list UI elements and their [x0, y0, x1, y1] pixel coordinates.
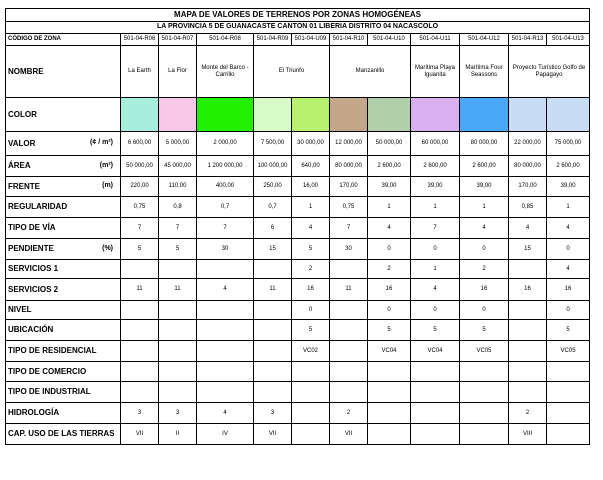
industrial-type-cell	[330, 382, 368, 403]
location-cell	[197, 320, 254, 341]
commerce-type-label: TIPO DE COMERCIO	[6, 362, 121, 382]
level-cell	[254, 301, 292, 320]
level-cell	[159, 301, 197, 320]
road-type-cell: 7	[197, 218, 254, 239]
residential-type-cell: VC05	[460, 341, 509, 362]
level-cell	[197, 301, 254, 320]
land-use-capacity-cell: VII	[330, 424, 368, 445]
regularity-label: REGULARIDAD	[6, 197, 121, 218]
commerce-type-cell	[411, 362, 460, 382]
commerce-type-row	[6, 362, 590, 382]
industrial-type-cell	[509, 382, 547, 403]
location-cell	[509, 320, 547, 341]
value-label-text: VALOR	[8, 138, 36, 148]
value-cell: 7 500,00	[254, 132, 292, 156]
frontage-row	[6, 177, 590, 197]
road-type-cell: 4	[292, 218, 330, 239]
frontage-cell: 39,00	[547, 177, 590, 197]
residential-type-cell	[121, 341, 159, 362]
services-1-cell	[121, 260, 159, 279]
slope-cell: 0	[411, 239, 460, 260]
residential-type-cell: VC05	[547, 341, 590, 362]
slope-cell: 5	[292, 239, 330, 260]
location-label: UBICACIÓN	[6, 320, 121, 341]
regularity-cell: 0,75	[330, 197, 368, 218]
industrial-type-cell	[197, 382, 254, 403]
industrial-type-cell	[460, 382, 509, 403]
level-cell: 0	[460, 301, 509, 320]
area-cell: 100 000,00	[254, 156, 292, 177]
slope-cell: 30	[197, 239, 254, 260]
hydrology-cell: 3	[159, 403, 197, 424]
value-cell: 60 000,00	[411, 132, 460, 156]
hydrology-cell	[411, 403, 460, 424]
commerce-type-cell	[197, 362, 254, 382]
frontage-cell: 220,00	[121, 177, 159, 197]
location-cell: 5	[547, 320, 590, 341]
zone-color-swatch	[547, 98, 590, 132]
zone-name-label: NOMBRE	[6, 46, 121, 98]
frontage-cell: 170,00	[509, 177, 547, 197]
land-use-capacity-cell: VII	[121, 424, 159, 445]
zone-color-swatch	[330, 98, 368, 132]
zone-code-row	[6, 34, 590, 46]
road-type-cell: 7	[159, 218, 197, 239]
zone-color-swatch	[197, 98, 254, 132]
area-cell: 640,00	[292, 156, 330, 177]
services-2-cell: 16	[292, 279, 330, 301]
value-cell: 6 600,00	[121, 132, 159, 156]
residential-type-cell	[254, 341, 292, 362]
location-cell: 5	[368, 320, 411, 341]
road-type-cell: 4	[368, 218, 411, 239]
regularity-cell: 1	[411, 197, 460, 218]
value-row	[6, 132, 590, 156]
regularity-cell: 1	[292, 197, 330, 218]
commerce-type-cell	[460, 362, 509, 382]
frontage-cell: 400,00	[197, 177, 254, 197]
hydrology-cell	[292, 403, 330, 424]
zone-color-label: COLOR	[6, 98, 121, 132]
services-2-row	[6, 279, 590, 301]
frontage-label	[6, 177, 121, 197]
road-type-row	[6, 218, 590, 239]
land-use-capacity-label: CAP. USO DE LAS TIERRAS	[6, 424, 121, 445]
regularity-cell: 1	[547, 197, 590, 218]
residential-type-cell	[159, 341, 197, 362]
area-unit: (m²)	[99, 161, 113, 169]
value-cell: 75 000,00	[547, 132, 590, 156]
zone-name-cell: Marítima Playa Iguanita	[411, 46, 460, 98]
services-2-cell: 16	[460, 279, 509, 301]
services-2-cell: 4	[411, 279, 460, 301]
services-1-row	[6, 260, 590, 279]
frontage-label-text: FRENTE	[8, 181, 40, 191]
frontage-cell: 16,00	[292, 177, 330, 197]
land-use-capacity-cell	[368, 424, 411, 445]
commerce-type-cell	[159, 362, 197, 382]
regularity-cell: 0,7	[254, 197, 292, 218]
road-type-cell: 7	[411, 218, 460, 239]
land-use-capacity-cell	[460, 424, 509, 445]
road-type-label: TIPO DE VÍA	[6, 218, 121, 239]
area-label-text: ÁREA	[8, 161, 31, 171]
location-cell	[330, 320, 368, 341]
regularity-cell: 0,7	[197, 197, 254, 218]
zone-name-cell: El Triunfo	[254, 46, 330, 98]
zone-code-cell: 501-04-R07	[159, 34, 197, 46]
land-use-capacity-cell: II	[159, 424, 197, 445]
slope-cell: 0	[460, 239, 509, 260]
slope-cell: 5	[121, 239, 159, 260]
industrial-type-cell	[292, 382, 330, 403]
value-cell: 2 000,00	[197, 132, 254, 156]
location-cell	[254, 320, 292, 341]
frontage-unit: (m)	[102, 182, 113, 190]
regularity-cell: 1	[460, 197, 509, 218]
level-cell: 0	[292, 301, 330, 320]
zone-color-swatch	[292, 98, 330, 132]
area-cell: 2 600,00	[411, 156, 460, 177]
location-cell: 5	[411, 320, 460, 341]
area-cell: 2 600,00	[547, 156, 590, 177]
services-2-cell: 4	[197, 279, 254, 301]
commerce-type-cell	[292, 362, 330, 382]
commerce-type-cell	[330, 362, 368, 382]
road-type-cell: 4	[460, 218, 509, 239]
residential-type-cell	[197, 341, 254, 362]
zone-color-swatch	[509, 98, 547, 132]
zone-name-cell: Marítima Four Seassons	[460, 46, 509, 98]
value-cell: 80 000,00	[460, 132, 509, 156]
services-2-cell: 11	[330, 279, 368, 301]
hydrology-cell: 2	[330, 403, 368, 424]
slope-row	[6, 239, 590, 260]
regularity-cell: 0,8	[159, 197, 197, 218]
hydrology-cell: 3	[121, 403, 159, 424]
residential-type-cell: VC04	[411, 341, 460, 362]
residential-type-cell	[509, 341, 547, 362]
location-cell: 5	[292, 320, 330, 341]
zone-code-cell: 501-04-R06	[121, 34, 159, 46]
level-cell	[121, 301, 159, 320]
industrial-type-cell	[159, 382, 197, 403]
slope-cell: 0	[547, 239, 590, 260]
services-1-cell	[254, 260, 292, 279]
zone-code-cell: 501-04-U13	[547, 34, 590, 46]
level-cell: 0	[368, 301, 411, 320]
level-cell: 0	[547, 301, 590, 320]
zone-name-cell: La Earth	[121, 46, 159, 98]
value-cell: 30 000,00	[292, 132, 330, 156]
services-1-cell: 2	[368, 260, 411, 279]
value-unit: (¢ / m²)	[90, 139, 113, 147]
area-cell: 2 600,00	[460, 156, 509, 177]
slope-cell: 15	[509, 239, 547, 260]
commerce-type-cell	[509, 362, 547, 382]
value-label	[6, 132, 121, 156]
services-1-cell	[509, 260, 547, 279]
zone-name-row	[6, 46, 590, 98]
zone-color-swatch	[254, 98, 292, 132]
slope-cell: 30	[330, 239, 368, 260]
hydrology-cell	[460, 403, 509, 424]
services-1-cell: 1	[411, 260, 460, 279]
regularity-cell: 1	[368, 197, 411, 218]
residential-type-cell	[330, 341, 368, 362]
slope-cell: 0	[368, 239, 411, 260]
frontage-cell: 39,00	[368, 177, 411, 197]
services-1-cell	[197, 260, 254, 279]
residential-type-row	[6, 341, 590, 362]
slope-unit: (%)	[102, 244, 113, 252]
regularity-cell: 0,75	[121, 197, 159, 218]
subtitle-row	[6, 22, 590, 34]
hydrology-cell	[547, 403, 590, 424]
frontage-cell: 170,00	[330, 177, 368, 197]
services-2-label: SERVICIOS 2	[6, 279, 121, 301]
hydrology-cell: 2	[509, 403, 547, 424]
level-cell: 0	[411, 301, 460, 320]
land-use-capacity-cell: VIII	[509, 424, 547, 445]
services-2-cell: 16	[368, 279, 411, 301]
zone-code-cell: 501-04-U11	[411, 34, 460, 46]
slope-cell: 5	[159, 239, 197, 260]
zone-color-row	[6, 98, 590, 132]
area-label	[6, 156, 121, 177]
frontage-cell: 39,00	[460, 177, 509, 197]
area-cell: 1 200 000,00	[197, 156, 254, 177]
commerce-type-cell	[368, 362, 411, 382]
slope-label-text: PENDIENTE	[8, 244, 54, 254]
table-subtitle: LA PROVINCIA 5 DE GUANACASTE CANTÓN 01 LIBERIA DISTRITO 04 NACASCOLO	[6, 22, 590, 34]
services-1-label: SERVICIOS 1	[6, 260, 121, 279]
zone-code-cell: 501-04-U10	[368, 34, 411, 46]
land-use-capacity-cell	[411, 424, 460, 445]
frontage-cell: 39,00	[411, 177, 460, 197]
land-use-capacity-cell: IV	[197, 424, 254, 445]
road-type-cell: 4	[547, 218, 590, 239]
land-use-capacity-cell	[292, 424, 330, 445]
land-use-capacity-cell	[547, 424, 590, 445]
commerce-type-cell	[547, 362, 590, 382]
level-cell	[509, 301, 547, 320]
land-use-capacity-row	[6, 424, 590, 445]
services-2-cell: 11	[121, 279, 159, 301]
residential-type-cell: VC02	[292, 341, 330, 362]
frontage-cell: 110,00	[159, 177, 197, 197]
location-row	[6, 320, 590, 341]
industrial-type-cell	[411, 382, 460, 403]
services-1-cell	[159, 260, 197, 279]
hydrology-cell: 4	[197, 403, 254, 424]
road-type-cell: 7	[330, 218, 368, 239]
road-type-cell: 6	[254, 218, 292, 239]
zone-color-swatch	[159, 98, 197, 132]
zone-code-cell: 501-04-R09	[254, 34, 292, 46]
location-cell: 5	[460, 320, 509, 341]
hydrology-cell: 3	[254, 403, 292, 424]
location-cell	[159, 320, 197, 341]
road-type-cell: 7	[121, 218, 159, 239]
industrial-type-label: TIPO DE INDUSTRIAL	[6, 382, 121, 403]
regularity-row	[6, 197, 590, 218]
zone-color-swatch	[411, 98, 460, 132]
industrial-type-cell	[547, 382, 590, 403]
hydrology-label: HIDROLOGÍA	[6, 403, 121, 424]
slope-label	[6, 239, 121, 260]
industrial-type-cell	[121, 382, 159, 403]
land-use-capacity-cell: VII	[254, 424, 292, 445]
title-row	[6, 9, 590, 22]
zone-code-cell: 501-04-R10	[330, 34, 368, 46]
area-cell: 50 000,00	[121, 156, 159, 177]
zone-code-label: CÓDIGO DE ZONA	[6, 34, 121, 46]
services-1-cell	[330, 260, 368, 279]
hydrology-cell	[368, 403, 411, 424]
commerce-type-cell	[121, 362, 159, 382]
zone-color-swatch	[368, 98, 411, 132]
services-2-cell: 16	[547, 279, 590, 301]
zone-value-table-container	[5, 8, 590, 445]
services-1-cell: 4	[547, 260, 590, 279]
residential-type-label: TIPO DE RESIDENCIAL	[6, 341, 121, 362]
services-2-cell: 11	[159, 279, 197, 301]
location-cell	[121, 320, 159, 341]
services-1-cell: 2	[292, 260, 330, 279]
value-cell: 5 000,00	[159, 132, 197, 156]
hydrology-row	[6, 403, 590, 424]
services-1-cell: 2	[460, 260, 509, 279]
road-type-cell: 4	[509, 218, 547, 239]
table-title: MAPA DE VALORES DE TERRENOS POR ZONAS HOMOGÉNEAS	[6, 9, 590, 22]
level-label: NIVEL	[6, 301, 121, 320]
level-row	[6, 301, 590, 320]
zone-color-swatch	[460, 98, 509, 132]
zone-code-cell: 501-04-R08	[197, 34, 254, 46]
residential-type-cell: VC04	[368, 341, 411, 362]
services-2-cell: 16	[509, 279, 547, 301]
value-cell: 50 000,00	[368, 132, 411, 156]
area-cell: 80 000,00	[330, 156, 368, 177]
frontage-cell: 250,00	[254, 177, 292, 197]
zone-value-table	[5, 8, 590, 445]
regularity-cell: 0,85	[509, 197, 547, 218]
zone-code-cell: 501-04-U09	[292, 34, 330, 46]
value-cell: 22 000,00	[509, 132, 547, 156]
zone-color-swatch	[121, 98, 159, 132]
industrial-type-cell	[368, 382, 411, 403]
services-2-cell: 11	[254, 279, 292, 301]
slope-cell: 15	[254, 239, 292, 260]
zone-code-cell: 501-04-U12	[460, 34, 509, 46]
area-cell: 80 000,00	[509, 156, 547, 177]
zone-name-cell: Proyecto Turístico Golfo de Papagayo	[509, 46, 590, 98]
area-row	[6, 156, 590, 177]
zone-name-cell: Monte del Barco - Carrillo	[197, 46, 254, 98]
area-cell: 2 600,00	[368, 156, 411, 177]
area-cell: 45 000,00	[159, 156, 197, 177]
zone-name-cell: La Flor	[159, 46, 197, 98]
commerce-type-cell	[254, 362, 292, 382]
zone-name-cell: Manzanillo	[330, 46, 411, 98]
level-cell	[330, 301, 368, 320]
zone-code-cell: 501-04-R13	[509, 34, 547, 46]
industrial-type-cell	[254, 382, 292, 403]
industrial-type-row	[6, 382, 590, 403]
value-cell: 12 000,00	[330, 132, 368, 156]
